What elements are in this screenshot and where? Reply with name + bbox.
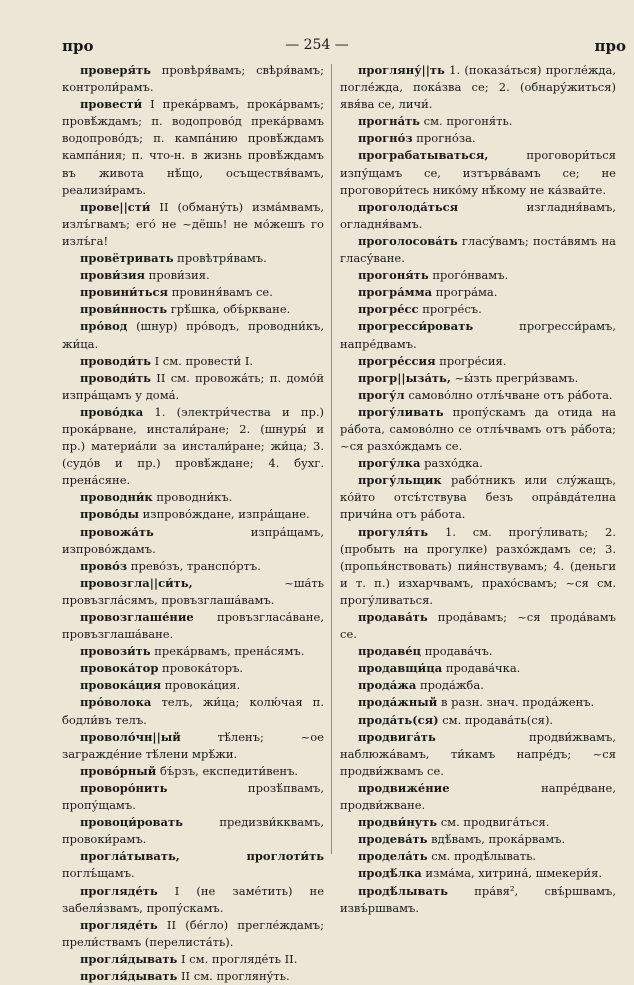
dictionary-entry <box>62 883 324 917</box>
dictionary-entry <box>62 814 324 848</box>
dictionary-entry <box>340 387 616 404</box>
dictionary-entry <box>340 370 616 387</box>
entry-definition: см. прогоня́ть. <box>423 114 513 129</box>
entry-headword: прогу́л <box>358 387 405 402</box>
entry-headword: продви́нуть <box>358 815 438 830</box>
entry-headword: проводи́ть <box>80 370 151 385</box>
dictionary-entry <box>62 404 324 489</box>
left-column <box>62 62 324 985</box>
dictionary-entry <box>340 353 616 370</box>
entry-headword: провока́ция <box>80 678 162 693</box>
dictionary-entry <box>62 660 324 677</box>
dictionary-entry <box>62 848 324 882</box>
dictionary-entry <box>340 524 616 609</box>
entry-definition: прого́нвамъ. <box>432 268 509 283</box>
entry-definition: 1. (электри́чества и пр.) прока́рване, инстали́ране; 2. (шнуры́ и пр.) материа́ли за инстали́ране; жи́ца; 3. (судо́в и пр.) провѣ́ждане; 4. бухг. прена́сяне. <box>62 404 324 488</box>
dictionary-entry <box>340 199 616 233</box>
entry-definition: II см. провожа́ть; п. домо́й изпра́щамъ у дома́. <box>62 370 325 402</box>
entry-definition: прогре́сия. <box>439 353 507 368</box>
entry-definition: прогресси́рамъ, напре́двамъ. <box>340 319 616 351</box>
entry-definition: II (обману́ть) изма́мвамъ, излъ́гвамъ; его́ не ~дёшь! не мо́жешъ го излъ́га! <box>62 199 324 248</box>
entry-headword: проворо́нить <box>80 780 168 795</box>
dictionary-entry <box>62 96 324 199</box>
entry-definition: прево́зъ, транспо́ртъ. <box>130 558 261 573</box>
entry-headword: програ́мма <box>358 285 433 300</box>
entry-headword: провоци́ровать <box>80 815 183 830</box>
entry-headword: проводни́к <box>80 490 153 505</box>
entry-definition: провѣря́вамъ; свѣря́вамъ; контроли́рамъ. <box>62 63 324 95</box>
entry-headword: прогу́льщик <box>358 473 442 488</box>
dictionary-entry <box>62 694 324 728</box>
entry-headword: провока́тор <box>80 661 159 676</box>
dictionary-entry <box>62 917 324 951</box>
dictionary-entry <box>340 780 616 814</box>
entry-headword: продавщи́ца <box>358 661 443 676</box>
entry-definition: провъзгласа́ване, провъзглаша́ване. <box>62 610 324 642</box>
entry-headword: проводи́ть <box>80 353 151 368</box>
entry-definition: програ́ма. <box>435 285 498 300</box>
dictionary-entry <box>340 694 616 711</box>
dictionary-entry <box>62 575 324 609</box>
dictionary-entry <box>340 677 616 694</box>
dictionary-entry <box>62 968 324 985</box>
entry-definition: II (бе́гло) прегле́ждамъ; прели́ствамъ (перелиста́ть). <box>62 917 324 949</box>
entry-headword: проволо́чн||ый <box>80 729 181 744</box>
entry-headword: продвиже́ние <box>358 780 450 795</box>
entry-headword: прове||сти́ <box>80 199 151 214</box>
entry-headword: проголода́ться <box>358 199 459 214</box>
entry-headword: прогно́з <box>358 131 413 146</box>
dictionary-entry <box>340 712 616 729</box>
entry-definition: продава́чъ. <box>424 644 493 659</box>
entry-headword: продѣ́лка <box>358 866 422 881</box>
entry-headword: прогу́ливать <box>358 404 444 419</box>
dictionary-entry <box>340 865 616 882</box>
entry-definition: изпрово́ждане, изпра́щане. <box>142 507 310 522</box>
dictionary-entry <box>340 267 616 284</box>
entry-headword: прода́жа <box>358 678 417 693</box>
dictionary-entry <box>62 677 324 694</box>
entry-headword: прогр||ыза́ть, <box>358 370 451 385</box>
entry-definition: провока́торъ. <box>162 661 244 676</box>
dictionary-entry <box>62 250 324 267</box>
entry-definition: I прека́рвамъ, прока́рвамъ; провѣ́ждамъ; п. водопрово́д прека́рвамъ водопрово́дъ; п. кампа́нию провѣ́ждамъ кампа́ния; п. что-н. в жизнь провѣ́ждамъ въ живота нѣ́що, осъществя́вамъ, реализи́рамъ. <box>62 97 324 197</box>
entry-definition: ~ша́ть провъзгла́сямъ, провъзглаша́вамъ. <box>62 575 324 607</box>
entry-definition: грѣ́шка, объ́ркване. <box>170 302 291 317</box>
entry-headword: провози́ть <box>80 644 151 659</box>
dictionary-entry <box>62 506 324 523</box>
entry-definition: прода́жба. <box>419 678 484 693</box>
entry-headword: прогре́ссия <box>358 353 436 368</box>
entry-definition: 1. (показа́ться) прогле́жда, погле́жда, пока́зва се; 2. (обнару́житься) явя́ва се, личи́. <box>340 63 617 112</box>
dictionary-entry <box>62 284 324 301</box>
dictionary-entry <box>62 267 324 284</box>
dictionary-entry <box>62 643 324 660</box>
dictionary-entry <box>340 814 616 831</box>
entry-definition: см. продава́ть(ся). <box>442 712 554 727</box>
dictionary-entry <box>62 318 324 352</box>
dictionary-entry <box>340 404 616 455</box>
entry-definition: провока́ция. <box>164 678 241 693</box>
entry-definition: провѣтря́вамъ. <box>177 251 267 266</box>
right-column <box>340 62 616 917</box>
entry-headword: прогла́тывать, проглоти́ть <box>80 849 324 864</box>
entry-headword: прогре́сс <box>358 302 419 317</box>
dictionary-entry <box>62 951 324 968</box>
dictionary-entry <box>62 199 324 250</box>
entry-definition: прода́вамъ; ~ся прода́вамъ се. <box>340 610 617 642</box>
dictionary-entry <box>340 472 616 523</box>
right-guide-word: про <box>594 37 626 55</box>
entry-definition: ~ы́зть прегри́звамъ. <box>454 370 579 385</box>
entry-headword: прово́ды <box>80 507 139 522</box>
dictionary-entry <box>340 455 616 472</box>
dictionary-entry <box>62 370 324 404</box>
entry-headword: прогу́лка <box>358 456 421 471</box>
entry-headword: прогля́дывать <box>80 968 178 983</box>
entry-headword: продела́ть <box>358 849 428 864</box>
entry-headword: провожа́ть <box>80 524 154 539</box>
entry-headword: прови́нность <box>80 302 168 317</box>
entry-headword: продаве́ц <box>358 644 422 659</box>
column-divider <box>331 64 332 854</box>
entry-headword: прови́зия <box>80 268 146 283</box>
entry-headword: прогляде́ть <box>80 883 158 898</box>
dictionary-entry <box>340 130 616 147</box>
entry-definition: бъ́рзъ, експедити́венъ. <box>159 763 299 778</box>
entry-definition: см. продвига́ться. <box>440 815 550 830</box>
entry-definition: продава́чка. <box>445 661 521 676</box>
dictionary-entry <box>62 729 324 763</box>
entry-definition: тѣ́ленъ; ~ое загражде́ние тѣ́лени мрѣ́жи. <box>62 729 324 761</box>
dictionary-entry <box>340 284 616 301</box>
entry-headword: про́волока <box>80 695 152 710</box>
entry-definition: рабо́тникъ или слу́жащъ, ко́йто отсъ́тствува безъ опра́вда́телна причи́на отъ ра́бота. <box>340 473 616 522</box>
entry-definition: изпра́щамъ, изпрово́ждамъ. <box>62 524 324 556</box>
entry-definition: самово́лно отлъ́чване отъ ра́бота. <box>408 387 613 402</box>
entry-headword: прогна́ть <box>358 114 420 129</box>
entry-definition: прозѣ́пвамъ, пропу́щамъ. <box>62 780 324 813</box>
entry-headword: прогля́дывать <box>80 951 178 966</box>
dictionary-entry <box>340 147 616 198</box>
entry-headword: прогуля́ть <box>358 524 429 539</box>
entry-headword: прово́з <box>80 558 128 573</box>
entry-definition: (шнур) про́водъ, проводни́къ, жи́ца. <box>62 319 325 351</box>
dictionary-entry <box>340 318 616 352</box>
entry-definition: прогре́съ. <box>422 302 482 317</box>
entry-headword: проголосова́ть <box>358 233 458 248</box>
entry-definition: прека́рвамъ, прена́сямъ. <box>154 644 305 659</box>
entry-definition: пра́вя², свъ́ршвамъ, извъ́ршвамъ. <box>340 883 616 915</box>
entry-definition: см. продѣ́лывать. <box>431 849 536 864</box>
entry-definition: прови́зия. <box>148 268 210 283</box>
dictionary-entry <box>62 524 324 558</box>
entry-definition: поглъ́щамъ. <box>62 866 135 881</box>
entry-definition: пропу́скамъ да отида на ра́бота, самово́лно се отлъ́чвамъ отъ ра́бота; ~ся разхо́ждамъ се. <box>340 404 616 454</box>
dictionary-entry <box>340 233 616 267</box>
entry-headword: прогоня́ть <box>358 268 429 283</box>
dictionary-entry <box>340 62 616 113</box>
entry-definition: напре́дване, продви́жване. <box>340 780 616 813</box>
entry-headword: продева́ть <box>358 832 428 847</box>
entry-definition: I (не заме́тить) не забеля́звамъ, пропу́скамъ. <box>62 883 324 915</box>
dictionary-entry <box>62 353 324 370</box>
entry-headword: прода́жный <box>358 695 438 710</box>
entry-definition: провиня́вамъ се. <box>171 285 273 300</box>
entry-headword: прогляде́ть <box>80 917 158 932</box>
dictionary-entry <box>340 660 616 677</box>
entry-definition: предизви́кквамъ, провоки́рамъ. <box>62 815 324 847</box>
left-guide-word: про <box>62 37 94 55</box>
dictionary-entry <box>62 489 324 506</box>
dictionary-entry <box>62 609 324 643</box>
dictionary-entry <box>62 763 324 780</box>
entry-headword: прово́рный <box>80 763 157 778</box>
dictionary-entry <box>62 780 324 814</box>
entry-headword: продава́ть <box>358 610 428 624</box>
entry-headword: прогресси́ровать <box>358 319 474 334</box>
entry-definition: проводни́къ. <box>156 490 233 505</box>
dictionary-entry <box>340 301 616 318</box>
entry-headword: продѣ́лывать <box>358 883 448 898</box>
dictionary-entry <box>340 831 616 848</box>
entry-definition: вдѣ́вамъ, прока́рвамъ. <box>431 832 566 847</box>
dictionary-entry <box>340 609 616 643</box>
entry-headword: продвига́ть <box>358 729 436 744</box>
entry-definition: проговори́ться изпу́щамъ се, изтърва́вамъ се; не проговори́тесь нико́му нѣ́кому не ка́звайте. <box>340 148 616 197</box>
entry-definition: в разн. знач. прода́женъ. <box>441 695 595 710</box>
entry-headword: провести́ <box>80 97 143 112</box>
entry-definition: изгладня́вамъ, огладня́вамъ. <box>340 199 616 231</box>
page-number: — 254 — <box>285 37 349 53</box>
entry-headword: провозглаше́ние <box>80 610 194 624</box>
entry-definition: прогно́за. <box>416 131 476 146</box>
entry-headword: провозгла||си́ть, <box>80 575 193 590</box>
entry-headword: програбатываться, <box>358 148 489 163</box>
entry-headword: прогляну́||ть <box>358 63 445 77</box>
entry-headword: прода́ть(ся) <box>358 712 439 727</box>
entry-definition: телъ, жи́ца; колю́чая п. бодли́въ телъ. <box>62 695 325 727</box>
entry-definition: изма́ма, хитрина́, шмекери́я. <box>425 866 602 881</box>
entry-definition: II см. прогляну́ть. <box>181 968 290 983</box>
entry-definition: I см. прогляде́ть II. <box>181 951 298 966</box>
entry-headword: провини́ться <box>80 285 169 300</box>
entry-definition: продви́жвамъ, наблюжа́вамъ, ти́камъ напре́дъ; ~ся продви́жвамъ се. <box>340 729 616 778</box>
dictionary-entry <box>340 113 616 130</box>
entry-definition: разхо́дка. <box>424 456 483 471</box>
dictionary-entry <box>62 301 324 318</box>
dictionary-entry <box>340 729 616 780</box>
dictionary-entry <box>340 848 616 865</box>
dictionary-entry <box>62 62 324 96</box>
entry-definition: I см. провести́ I. <box>154 353 254 368</box>
entry-headword: провётривать <box>80 251 174 266</box>
dictionary-entry <box>62 558 324 575</box>
dictionary-entry <box>340 643 616 660</box>
entry-headword: прово́дка <box>80 404 144 419</box>
entry-headword: про́вод <box>80 319 128 334</box>
entry-definition: 1. см. прогу́ливать; 2. (пробыть на прогулке) разхо́ждамъ се; 3. (пропья́нствовать) пия́нствувамъ; 4. (деньги и т. п.) изхарчвамъ, прахо́свамъ; ~ся см. прогу́ливаться. <box>340 524 617 607</box>
dictionary-entry <box>340 883 616 917</box>
entry-headword: проверя́ть <box>80 63 151 77</box>
entry-definition: гласу́вамъ; поста́вямъ на гласу́ване. <box>340 233 616 266</box>
